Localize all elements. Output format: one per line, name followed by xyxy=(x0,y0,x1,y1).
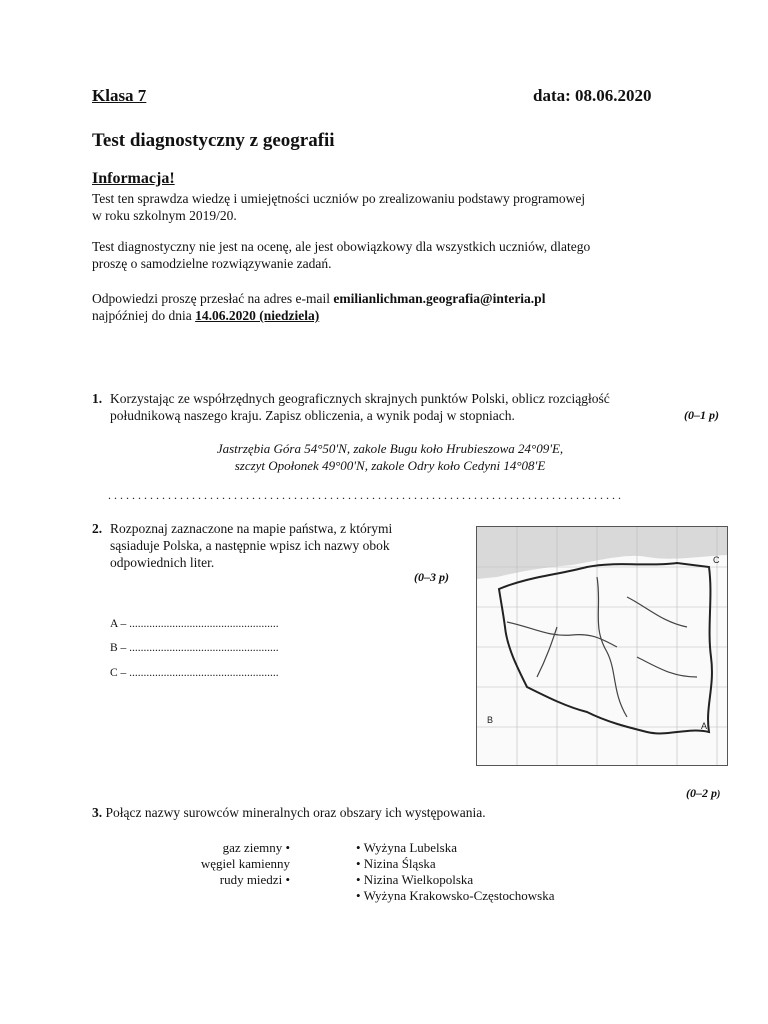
email-address[interactable]: emilianlichman.geografia@interia.pl xyxy=(333,291,546,306)
info-p2-line1: Test diagnostyczny nie jest na ocenę, ale jest obowiązkowy dla wszystkich uczniów, dlatego xyxy=(92,239,591,254)
q3-resource-gas[interactable]: gaz ziemny • xyxy=(222,840,290,855)
info-p3-line2 xyxy=(92,307,712,324)
q2-number: 2. xyxy=(92,521,103,536)
q3-region-greater-poland-lowland[interactable]: • Nizina Wielkopolska xyxy=(356,872,474,887)
q1-coordinates xyxy=(110,440,670,474)
q2-answer-a xyxy=(110,618,279,630)
page-title: Test diagnostyczny z geografii xyxy=(92,130,335,151)
q3-resource-copper[interactable]: rudy miedzi • xyxy=(219,872,290,887)
q2-answer-c xyxy=(110,667,279,679)
q1-line2: południkową naszego kraju. Zapisz obliczenia, a wynik podaj w stopniach. xyxy=(110,408,515,423)
q3-region-silesian-lowland[interactable]: • Nizina Śląska xyxy=(356,856,436,871)
q3-region-lublin-upland[interactable]: • Wyżyna Lubelska xyxy=(356,840,457,855)
q3-resource-coal[interactable]: węgiel kamienny xyxy=(200,856,290,871)
map-graphic xyxy=(477,527,727,765)
q2-answer-c-label: C – xyxy=(110,667,127,679)
q3-regions-list xyxy=(356,840,656,904)
map-label-b: B xyxy=(487,715,494,725)
info-p1-line1: Test ten sprawdza wiedzę i umiejętności uczniów po zrealizowaniu podstawy programowej xyxy=(92,191,586,206)
info-heading: Informacja! xyxy=(92,170,175,187)
q1-coords-line2: szczyt Opołonek 49°00'N, zakole Odry koło Cedyni 14°08'E xyxy=(234,458,546,473)
info-paragraph-2 xyxy=(92,238,692,272)
q3-points xyxy=(686,786,720,801)
q2-line3: odpowiednich liter. xyxy=(110,555,215,570)
info-p3-line2-prefix: najpóźniej do dnia xyxy=(92,308,196,323)
info-paragraph-3 xyxy=(92,290,712,324)
q2-answer-a-label: A – xyxy=(110,618,127,630)
q1-points: (0–1 p) xyxy=(684,408,719,422)
q3-instruction xyxy=(92,804,692,821)
q3-text: Połącz nazwy surowców mineralnych oraz obszary ich występowania. xyxy=(105,805,486,820)
q1-coords-line1: Jastrzębia Góra 54°50'N, zakole Bugu koło Hrubieszowa 24°09'E, xyxy=(216,441,564,456)
q3-resources-list xyxy=(160,840,290,888)
q3-points-text: (0–2 p xyxy=(686,786,717,800)
q1-number: 1. xyxy=(92,391,103,406)
q1-line1: Korzystając ze współrzędnych geograficznych skrajnych punktów Polski, oblicz rozciągłość xyxy=(110,391,610,406)
q2-answer-a-line[interactable]: .................................................... xyxy=(129,618,279,630)
info-p2-line2: proszę o samodzielne rozwiązywanie zadań. xyxy=(92,256,332,271)
q3-region-krakow-czestochowa-upland[interactable]: • Wyżyna Krakowsko-Częstochowska xyxy=(356,888,555,903)
class-label: Klasa 7 xyxy=(92,86,147,105)
info-p3-line1 xyxy=(92,290,712,307)
q3-points-close: ) xyxy=(717,789,721,800)
info-paragraph-1 xyxy=(92,190,692,224)
map-label-c: C xyxy=(713,555,720,565)
info-p3-prefix: Odpowiedzi proszę przesłać na adres e-mail xyxy=(92,291,334,306)
q2-line2: sąsiaduje Polska, a następnie wpisz ich nazwy obok xyxy=(110,538,390,553)
q1-answer-line[interactable]: ...................................................................................... xyxy=(108,488,624,502)
q2-answer-b xyxy=(110,642,279,654)
q1-text xyxy=(110,390,690,424)
q2-points: (0–3 p) xyxy=(414,570,449,584)
q2-line1: Rozpoznaj zaznaczone na mapie państwa, z którymi xyxy=(110,521,393,536)
deadline-date: 14.06.2020 (niedziela) xyxy=(195,308,320,323)
info-p1-line2: w roku szkolnym 2019/20. xyxy=(92,208,237,223)
neighbors-map xyxy=(476,526,728,766)
q2-answer-b-line[interactable]: .................................................... xyxy=(129,642,279,654)
map-label-a: A xyxy=(701,721,708,731)
q2-answer-b-label: B – xyxy=(110,642,127,654)
q2-answer-c-line: .................................................... xyxy=(129,667,279,679)
q2-text xyxy=(110,520,430,571)
date-label: data: 08.06.2020 xyxy=(533,86,652,105)
sea-area xyxy=(477,527,727,579)
q3-number: 3. xyxy=(92,805,103,820)
